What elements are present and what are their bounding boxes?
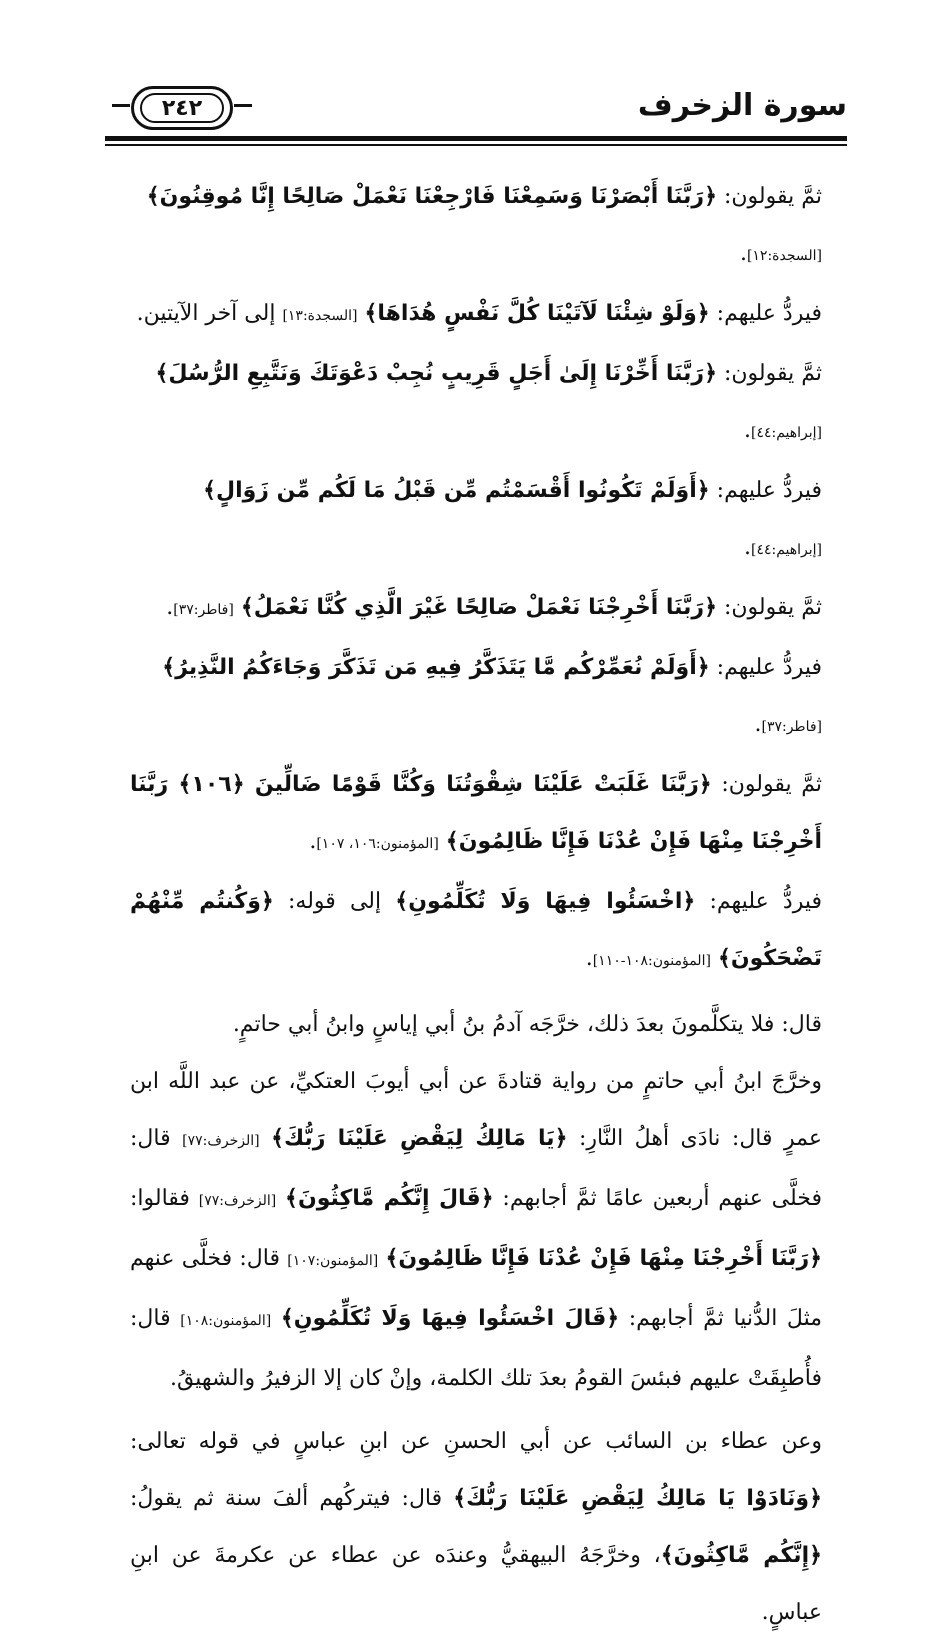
narration-text: وخرَّجَ ابنُ أبي حاتمٍ من رواية قتادةَ عن أبي أيوبَ العتكيِّ، عن عبد اللَّه ابن عمرٍ قال: نادَى أهلُ النَّارِ: <box>130 1069 823 1151</box>
verse-reference: [إبراهيم:٤٤] <box>750 542 822 558</box>
verse-reference: [السجدة:١٢] <box>746 248 822 264</box>
quran-verse: ﴿اخْسَئُوا فِيهَا وَلَا تُكَلِّمُونِ﴾ <box>395 889 696 914</box>
line-tail: . <box>585 946 593 971</box>
narration-text: قال: فخلَّى عنهم مثلَ الدُّنيا ثمَّ أجابهم: <box>130 1246 823 1331</box>
quran-verse: ﴿إِنَّكُم مَّاكِثُونَ﴾ <box>660 1543 823 1568</box>
speaker: ثمَّ يقولون: <box>723 184 822 209</box>
connector-text: إلى قوله: <box>287 889 382 914</box>
verse-reference: [المؤمنون:١٠٧] <box>287 1253 379 1269</box>
verse-reference: [المؤمنون:١٠٨] <box>180 1313 272 1329</box>
quran-verse: ﴿قَالَ اخْسَئُوا فِيهَا وَلَا تُكَلِّمُونِ﴾ <box>280 1306 620 1331</box>
line-tail: . <box>743 535 751 560</box>
quran-verse: ﴿وَنَادَوْا يَا مَالِكُ لِيَقْضِ عَلَيْنَا رَبُّكَ﴾ <box>453 1486 822 1511</box>
dialogue-line-final <box>130 873 822 990</box>
dialogue-line <box>130 639 822 756</box>
verse-reference: [السجدة:١٣] <box>282 308 358 324</box>
quran-verse: ﴿وَلَوْ شِئْنَا لَآتَيْنَا كُلَّ نَفْسٍ هُدَاهَا﴾ <box>364 301 710 326</box>
narration-text: قال: فأُطبِقَتْ عليهم فبئسَ القومُ بعدَ تلك الكلمة، وإنْ كان إلا الزفيرُ والشهيقُ. <box>130 1306 822 1391</box>
line-tail: . <box>743 418 751 443</box>
line-tail: . <box>754 712 762 737</box>
header-rule-thin <box>105 144 847 146</box>
quran-verse: ﴿رَبَّنَا أَبْصَرْنَا وَسَمِعْنَا فَارْجِعْنَا نَعْمَلْ صَالِحًا إِنَّا مُوقِنُونَ﴾ <box>146 184 717 209</box>
line-tail: إلى آخر الآيتين. <box>136 301 276 326</box>
quran-verse: ﴿وَكُنتُم مِّنْهُمْ تَضْحَكُونَ﴾ <box>130 889 822 971</box>
narration-text: قال: فيتركُهم ألفَ سنة ثم يقولُ: <box>130 1486 443 1511</box>
paragraph-ata <box>130 1413 822 1641</box>
verse-reference: [المؤمنون:١٠٨-١١٠] <box>592 953 711 969</box>
line-tail: . <box>166 595 174 620</box>
narration-text: قال: فخلَّى عنهم أربعين عامًا ثمَّ أجابهم: <box>130 1126 823 1211</box>
narration-text: وعن عطاء بن السائب عن أبي الحسنِ عن ابنِ عباسٍ في قوله تعالى: <box>130 1429 822 1454</box>
speaker: فيردُّ عليهم: <box>716 655 822 680</box>
quran-verse: ﴿رَبَّنَا أَخْرِجْنَا مِنْهَا فَإِنْ عُدْنَا فَإِنَّا ظَالِمُونَ﴾ <box>385 1246 823 1271</box>
dialogue-line <box>130 285 822 345</box>
speaker: ثمَّ يقولون: <box>723 361 822 386</box>
dialogue-line <box>130 345 822 462</box>
quran-verse: ﴿أَوَلَمْ نُعَمِّرْكُم مَّا يَتَذَكَّرُ فِيهِ مَن تَذَكَّرَ وَجَاءَكُمُ النَّذِيرُ﴾ <box>162 655 710 680</box>
quran-verse: ﴿رَبَّنَا أَخْرِجْنَا نَعْمَلْ صَالِحًا غَيْرَ الَّذِي كُنَّا نَعْمَلُ﴾ <box>240 595 717 620</box>
verse-reference: [فاطر:٣٧] <box>173 602 234 618</box>
dialogue-line <box>130 168 822 285</box>
quran-verse: ﴿يَا مَالِكُ لِيَقْضِ عَلَيْنَا رَبُّكَ﴾ <box>271 1126 568 1151</box>
verse-reference: [المؤمنون:١٠٦، ١٠٧] <box>316 836 439 852</box>
page-number-badge <box>131 86 233 130</box>
paragraph-qala: قال: فلا يتكلَّمونَ بعدَ ذلك، خرَّجَه آدمُ بنُ أبي إياسٍ وابنُ أبي حاتمٍ. <box>232 1012 822 1037</box>
surah-title: سورة الزخرف <box>637 88 847 123</box>
quran-verse: ﴿رَبَّنَا غَلَبَتْ عَلَيْنَا شِقْوَتُنَا وَكُنَّا قَوْمًا ضَالِّينَ ﴿١٠٦﴾ رَبَّنَا أَخْرِجْنَا مِنْهَا فَإِنْ عُدْنَا فَإِنَّا ظَالِمُونَ﴾ <box>130 772 822 854</box>
speaker: فيردُّ عليهم: <box>716 301 822 326</box>
narration-text: ، وخرَّجَهُ البيهقيُّ وعندَه عن عطاء عن عكرمةَ عن ابنِ عباسٍ. <box>130 1543 822 1625</box>
speaker: ثمَّ يقولون: <box>721 772 823 797</box>
dialogue-line <box>130 756 822 873</box>
verse-reference: [الزخرف:٧٧] <box>198 1193 277 1209</box>
quran-verse: ﴿رَبَّنَا أَخِّرْنَا إِلَىٰ أَجَلٍ قَرِيبٍ نُجِبْ دَعْوَتَكَ وَنَتَّبِعِ الرُّسُلَ﴾ <box>155 361 717 386</box>
speaker: فيردُّ عليهم: <box>716 478 822 503</box>
quran-verse: ﴿أَوَلَمْ تَكُونُوا أَقْسَمْتُم مِّن قَبْلُ مَا لَكُم مِّن زَوَالٍ﴾ <box>203 478 710 503</box>
page-body <box>130 168 822 1641</box>
line-tail: . <box>739 241 747 266</box>
quran-verse: ﴿قَالَ إِنَّكُم مَّاكِثُونَ﴾ <box>285 1186 494 1211</box>
line-tail: . <box>309 829 317 854</box>
speaker: فيردُّ عليهم: <box>709 889 822 914</box>
verse-reference: [الزخرف:٧٧] <box>182 1133 260 1149</box>
verse-reference: [إبراهيم:٤٤] <box>750 425 822 441</box>
speaker: ثمَّ يقولون: <box>723 595 822 620</box>
dialogue-line <box>130 579 822 639</box>
dialogue-line <box>130 462 822 579</box>
verse-reference: [فاطر:٣٧] <box>761 719 822 735</box>
page-number: ٢٤٢ <box>140 93 224 123</box>
header-rule-thick <box>105 136 847 141</box>
narration-text: فقالوا: <box>130 1186 190 1211</box>
paragraph-ibn-umar <box>130 1053 822 1407</box>
